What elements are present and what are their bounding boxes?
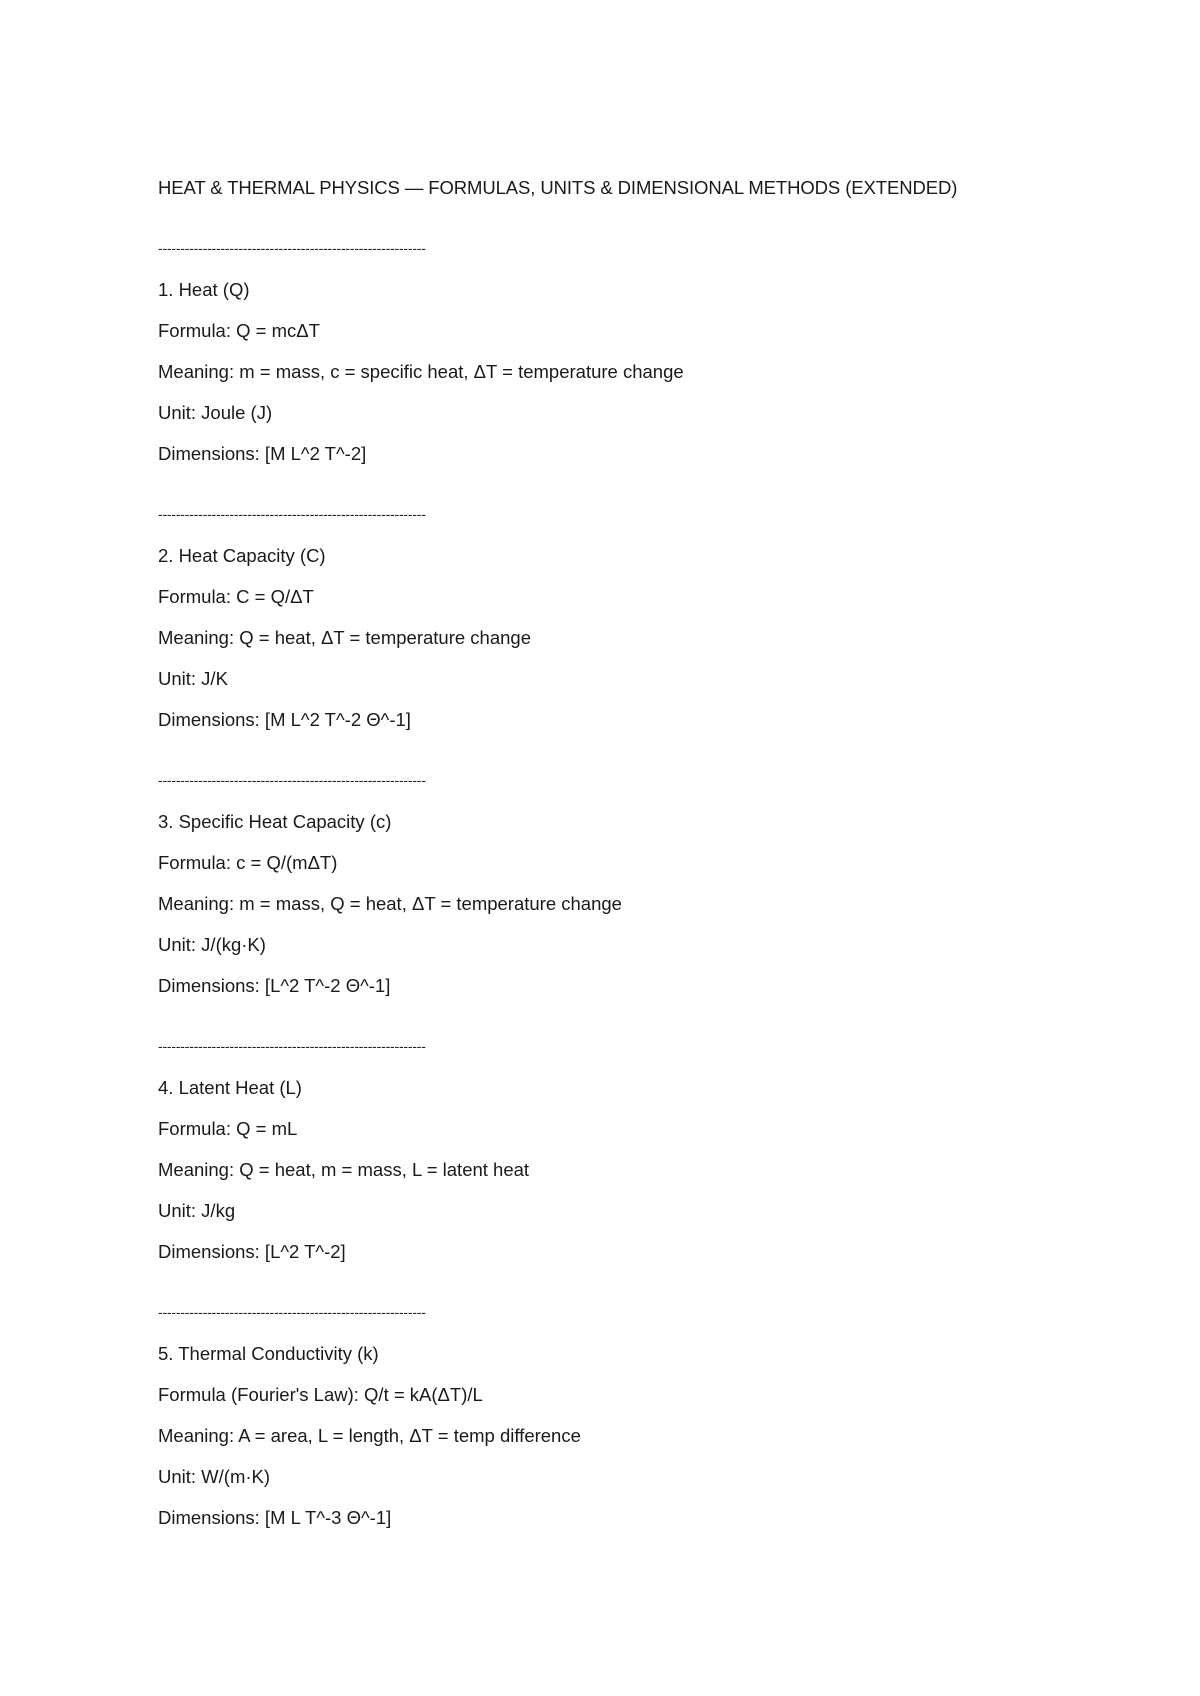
section-meaning: Meaning: Q = heat, ΔT = temperature change — [158, 627, 531, 648]
section-dimensions: Dimensions: [L^2 T^-2 Θ^-1] — [158, 975, 391, 996]
section-heading: 2. Heat Capacity (C) — [158, 545, 326, 566]
section-separator: ------------------------------------------------------------ — [158, 772, 426, 788]
section-unit: Unit: J/kg — [158, 1200, 236, 1221]
section-separator: ------------------------------------------------------------ — [158, 240, 426, 256]
section-unit: Unit: J/K — [158, 668, 228, 689]
section-heading: 1. Heat (Q) — [158, 279, 250, 300]
section-heading: 3. Specific Heat Capacity (c) — [158, 811, 392, 832]
section-unit: Unit: J/(kg·K) — [158, 934, 266, 955]
section-meaning: Meaning: m = mass, c = specific heat, ΔT = temperature change — [158, 361, 684, 382]
section-unit: Unit: Joule (J) — [158, 402, 273, 423]
section-formula: Formula (Fourier's Law): Q/t = kA(ΔT)/L — [158, 1384, 483, 1405]
section-dimensions: Dimensions: [M L^2 T^-2 Θ^-1] — [158, 709, 411, 730]
section-dimensions: Dimensions: [M L^2 T^-2] — [158, 443, 367, 464]
section-dimensions: Dimensions: [M L T^-3 Θ^-1] — [158, 1507, 392, 1528]
section-meaning: Meaning: A = area, L = length, ΔT = temp difference — [158, 1425, 581, 1446]
section-separator: ------------------------------------------------------------ — [158, 1304, 426, 1320]
section-meaning: Meaning: Q = heat, m = mass, L = latent heat — [158, 1159, 530, 1180]
section-heading: 4. Latent Heat (L) — [158, 1077, 302, 1098]
document-title: HEAT & THERMAL PHYSICS — FORMULAS, UNITS & DIMENSIONAL METHODS (EXTENDED) — [158, 177, 958, 198]
section-unit: Unit: W/(m·K) — [158, 1466, 271, 1487]
section-formula: Formula: c = Q/(mΔT) — [158, 852, 338, 873]
section-formula: Formula: Q = mL — [158, 1118, 298, 1139]
section-dimensions: Dimensions: [L^2 T^-2] — [158, 1241, 346, 1262]
section-meaning: Meaning: m = mass, Q = heat, ΔT = temperature change — [158, 893, 622, 914]
section-heading: 5. Thermal Conductivity (k) — [158, 1343, 379, 1364]
section-separator: ------------------------------------------------------------ — [158, 1038, 426, 1054]
section-formula: Formula: Q = mcΔT — [158, 320, 320, 341]
document-page — [158, 0, 1118, 1696]
section-formula: Formula: C = Q/ΔT — [158, 586, 314, 607]
section-separator: ------------------------------------------------------------ — [158, 506, 426, 522]
